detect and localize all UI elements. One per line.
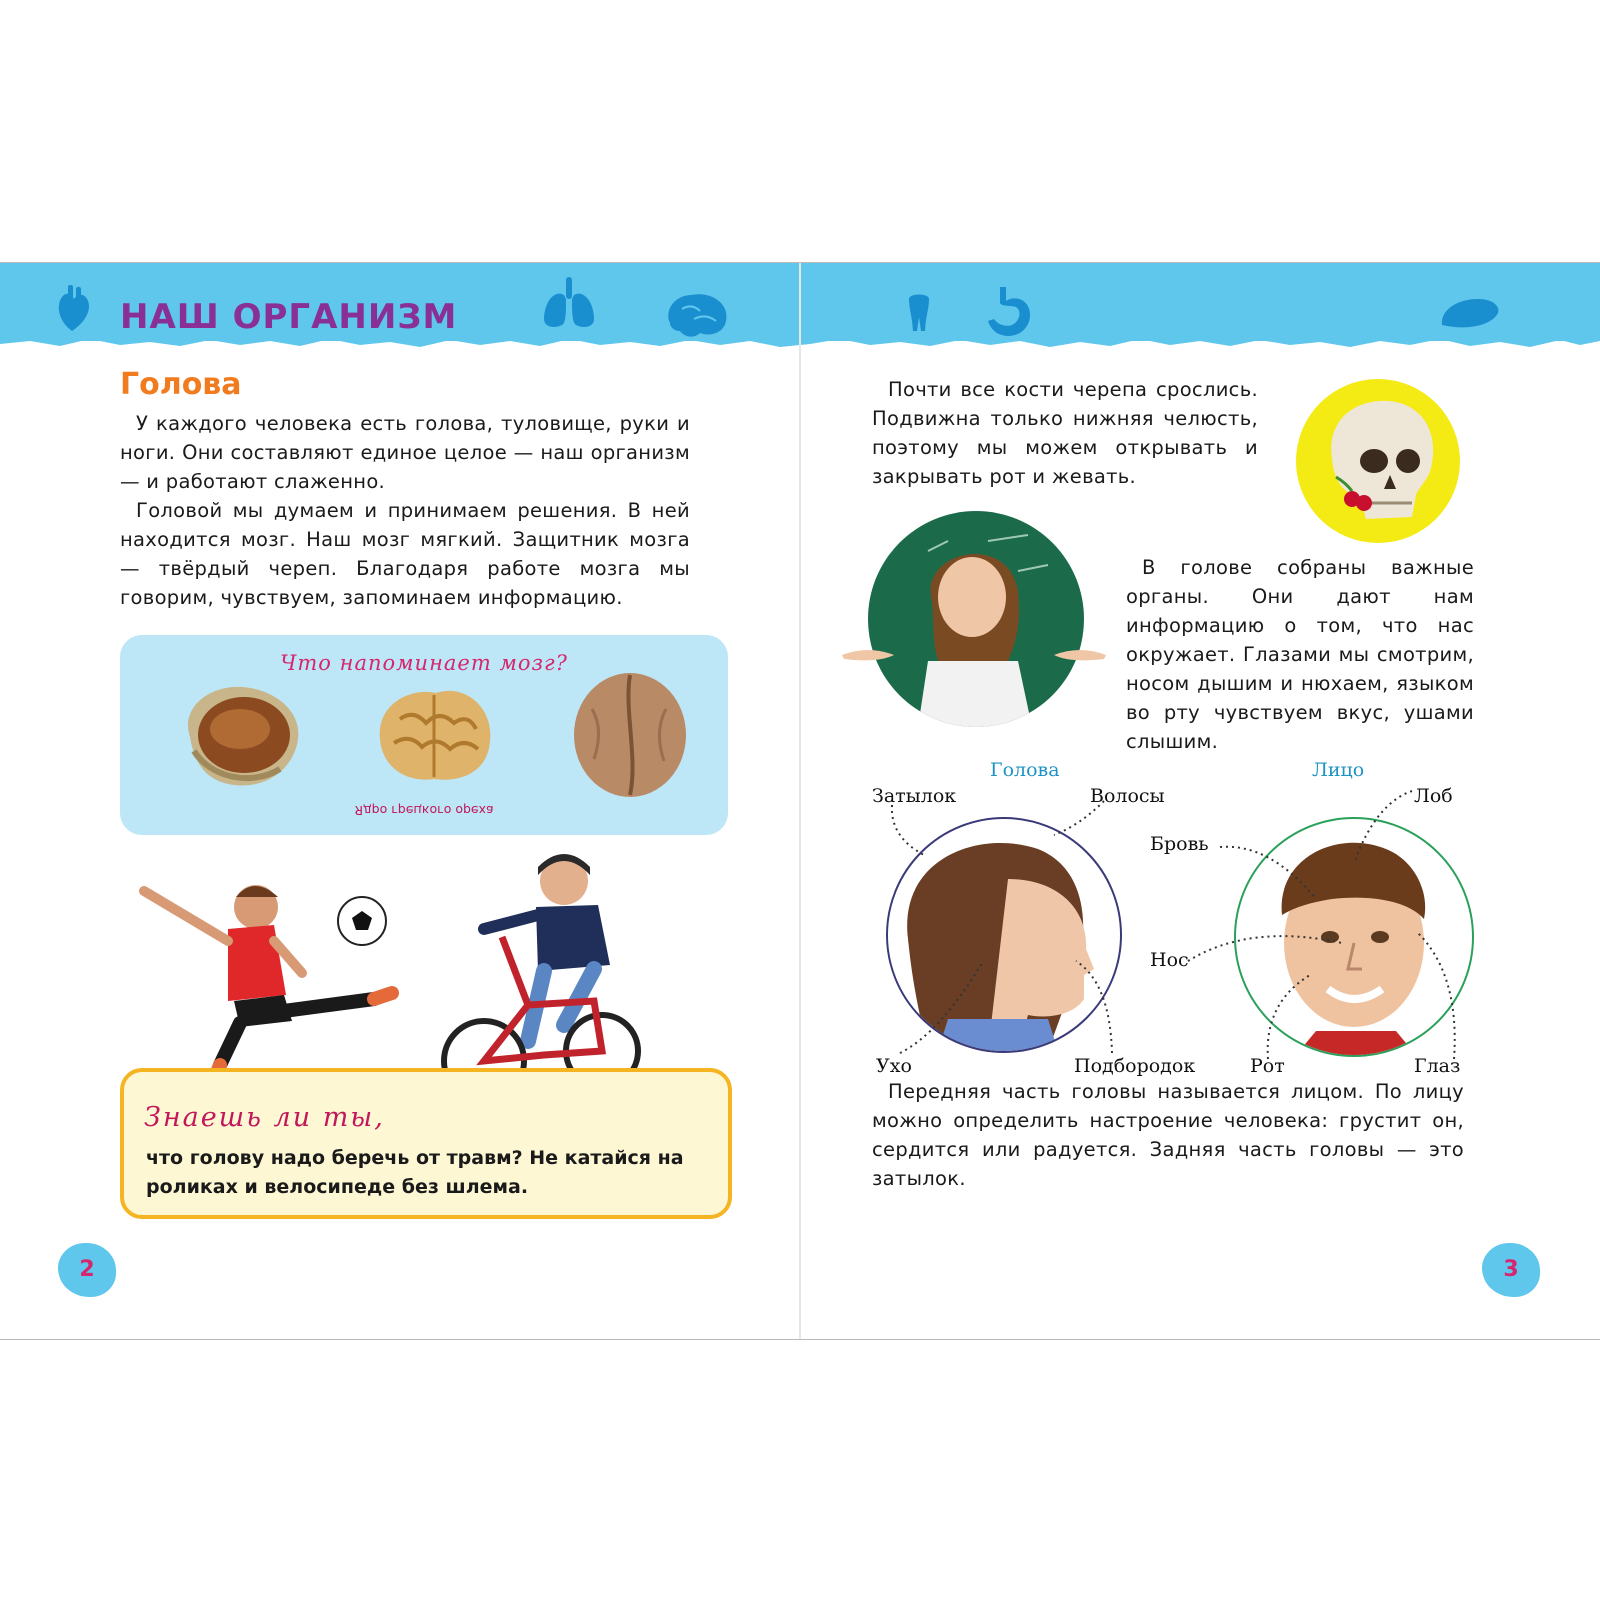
paragraph: В голове собраны важные органы. Они дают нам информацию о том, что нас окружает. Глазами мы смотрим, носом дышим и нюхаем, языком во рту чувствуем вкус, ушами слышим.: [1126, 556, 1474, 753]
paragraph: У каждого человека есть голова, туловище, руки и ноги. Они составляют единое целое — наш организм — и работают слаженно.: [120, 412, 690, 493]
page-number-left: 2: [58, 1243, 116, 1297]
label-ear: Ухо: [876, 1055, 912, 1077]
paragraph: Головой мы думаем и принимаем решения. В ней находится мозг. Наш мозг мягкий. Защитник мозга — твёрдый череп. Благодаря работе мозга мы говорим, чувствуем, запоминаем информацию.: [120, 499, 690, 609]
walnut-kernel-caption: Ядро грецкого ореха: [354, 803, 494, 818]
diagram-title-head: Голова: [990, 759, 1060, 781]
label-chin: Подбородок: [1074, 1055, 1196, 1077]
paragraph: Почти все кости черепа срослись. Подвижна только нижняя челюсть, поэтому мы можем открывать и закрывать рот и жевать.: [872, 378, 1258, 488]
fact-text: что голову надо беречь от травм? Не катайся на роликах и велосипеде без шлема.: [146, 1147, 684, 1198]
page-number-right: 3: [1482, 1243, 1540, 1297]
diagram-title-face: Лицо: [1312, 759, 1365, 781]
page-heading: Голова: [120, 367, 242, 402]
book-spread: [0, 262, 1600, 1340]
label-forehead: Лоб: [1414, 785, 1453, 807]
fact-heading: Знаешь ли ты,: [144, 1102, 385, 1133]
paragraph: Передняя часть головы называется лицом. По лицу можно определить настроение человека: грустит он, сердится или радуется. Задняя часть головы — это затылок.: [872, 1080, 1464, 1190]
brain-question: Что напоминает мозг?: [280, 651, 568, 675]
label-nose: Нос: [1150, 949, 1189, 971]
face-text: [872, 1077, 1464, 1193]
label-back-of-head: Затылок: [872, 785, 957, 807]
label-hair: Волосы: [1090, 785, 1165, 807]
label-mouth: Рот: [1250, 1055, 1285, 1077]
label-eye: Глаз: [1414, 1055, 1461, 1077]
section-title: НАШ ОРГАНИЗМ: [120, 297, 458, 337]
label-eyebrow: Бровь: [1150, 833, 1209, 855]
